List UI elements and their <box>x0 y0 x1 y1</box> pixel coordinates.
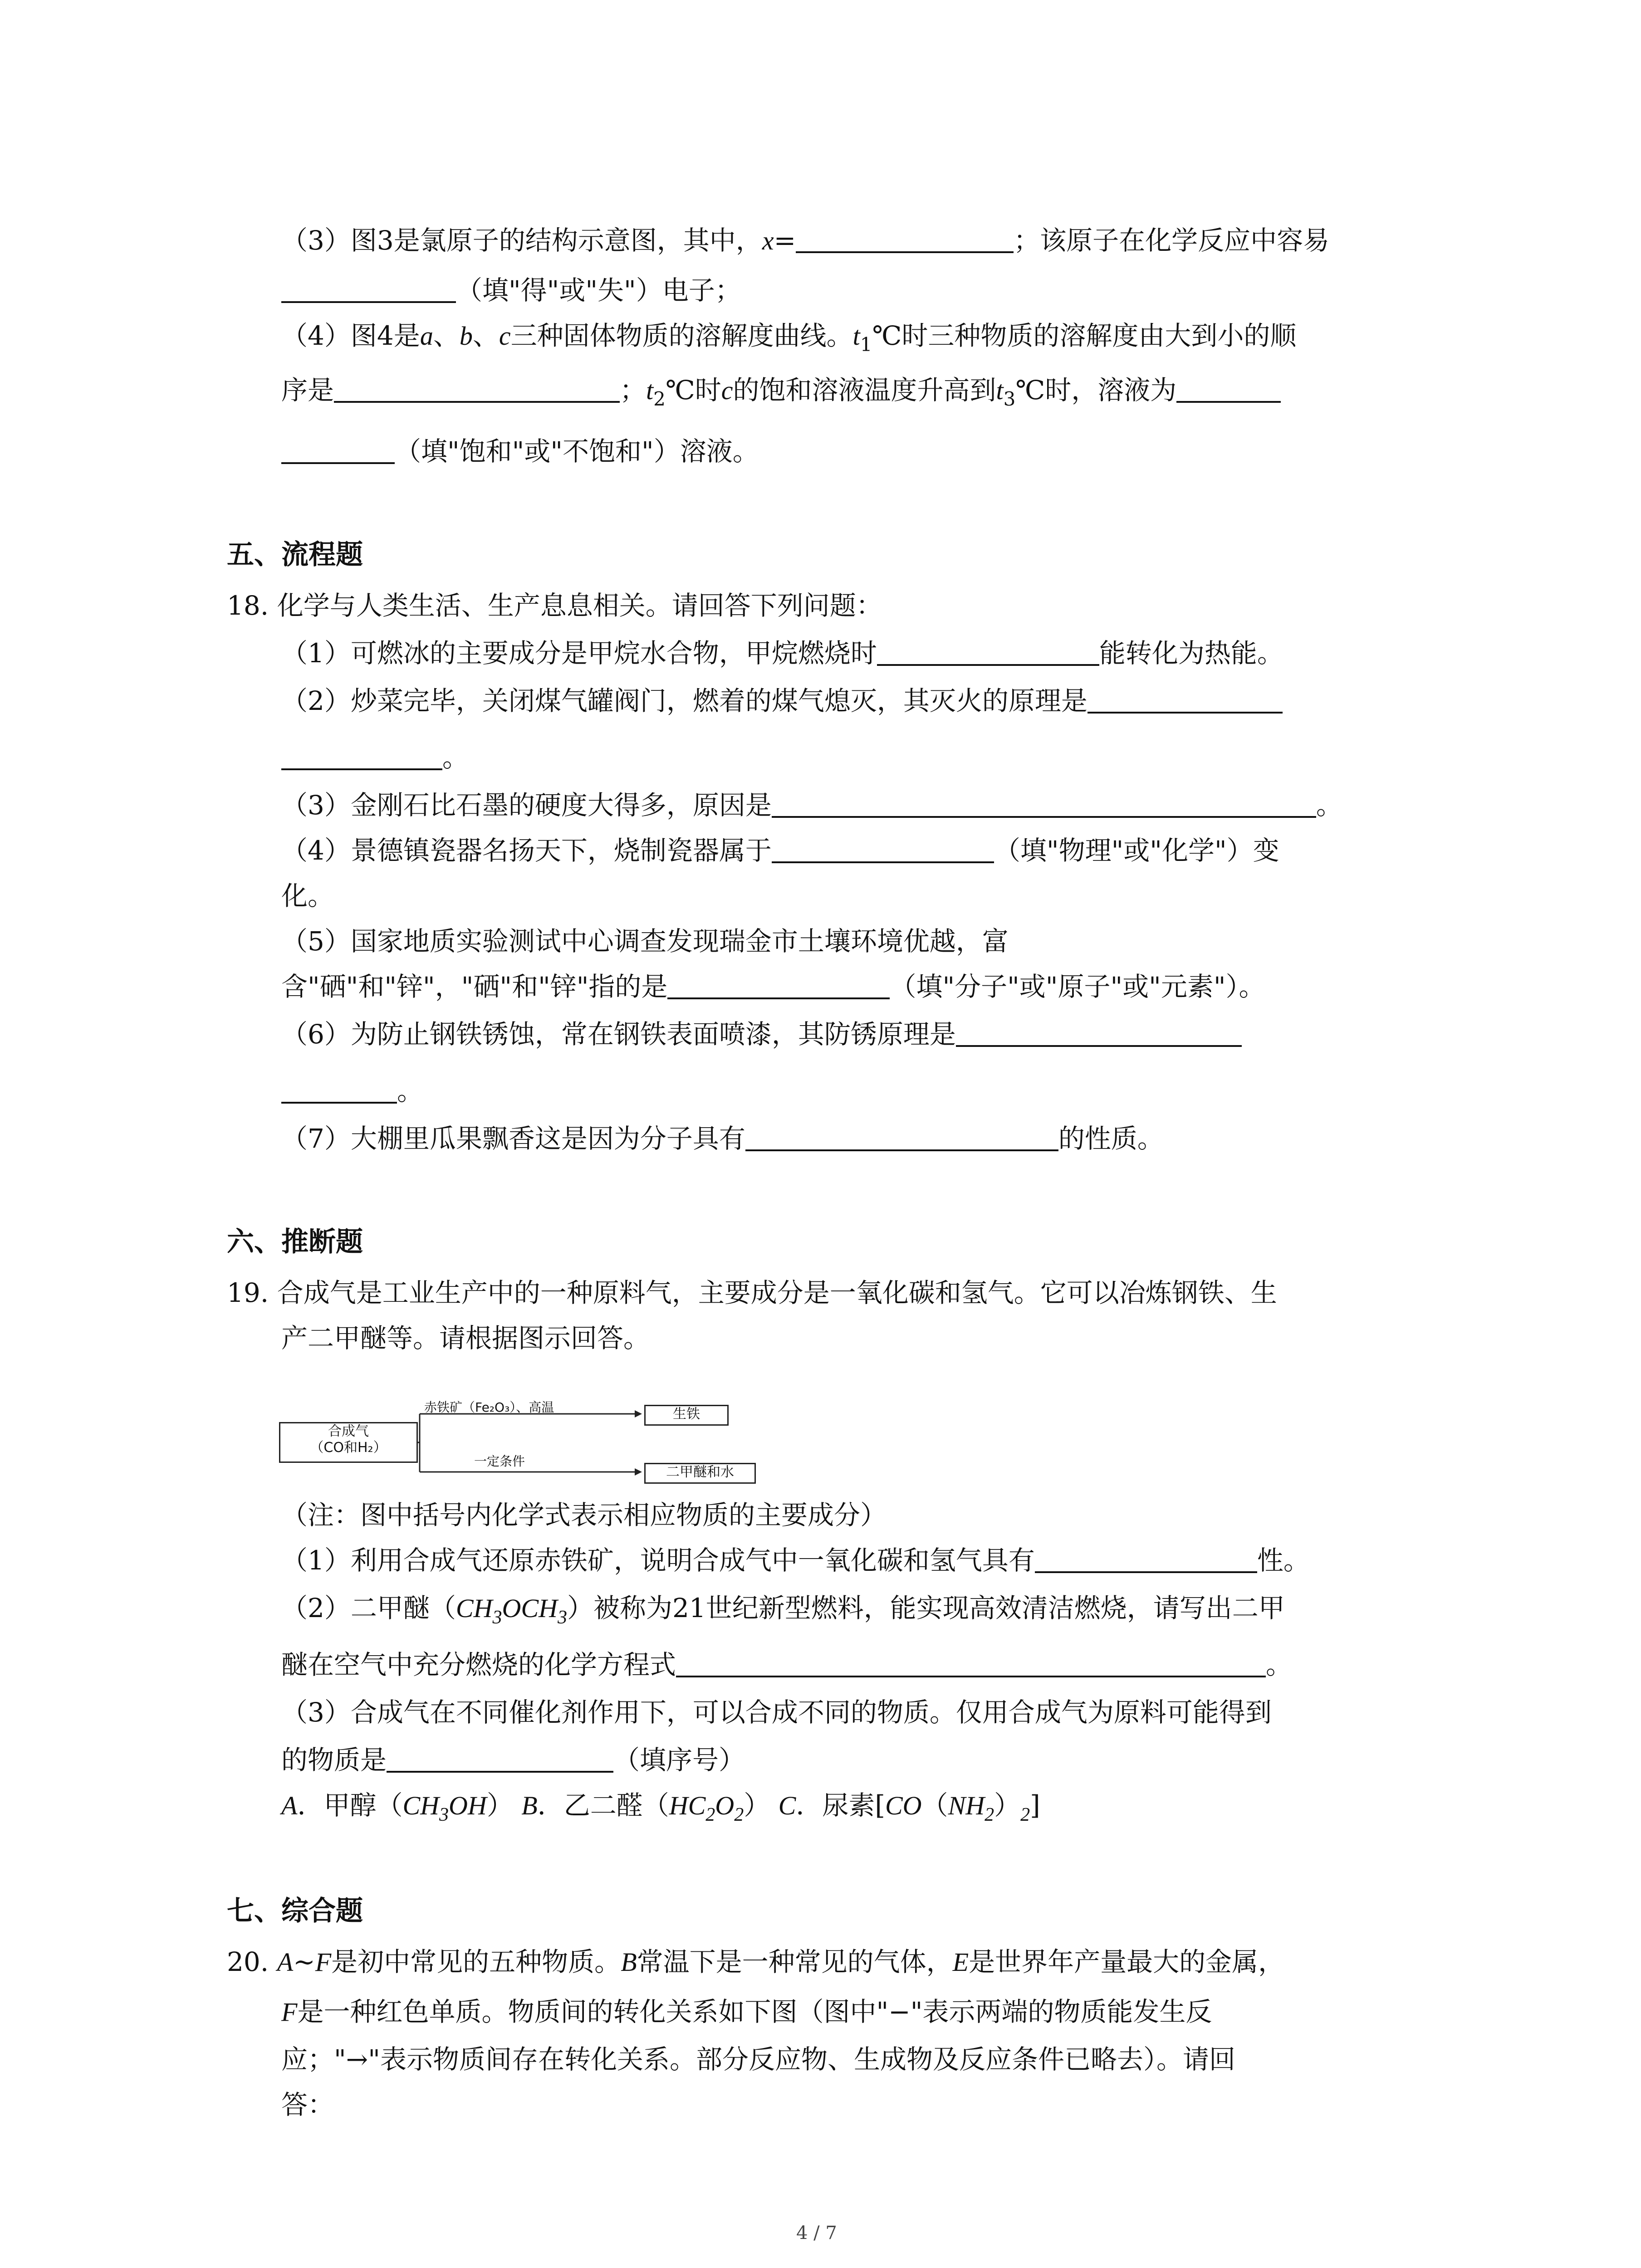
option-b-text: ．乙二醛（ <box>537 1790 669 1821</box>
answer-blank-molecule-property[interactable] <box>745 1122 1058 1151</box>
product-box-dme-water <box>644 1463 756 1484</box>
variable: A <box>277 1947 294 1977</box>
paren: ） <box>994 1790 1021 1821</box>
q18-part2-line1 <box>281 683 1283 719</box>
source-box-formula: （CO和H₂） <box>310 1440 387 1456</box>
part-text: 的物质是 <box>281 1745 387 1775</box>
q18-part4-line2 <box>281 878 334 914</box>
formula: O <box>715 1791 735 1820</box>
part-text: 。 <box>1266 1649 1293 1680</box>
subscript: 2 <box>985 1804 994 1825</box>
subscript: 3 <box>439 1804 449 1825</box>
equals-sign: = <box>774 225 796 256</box>
answer-blank-fire-principle-2[interactable] <box>281 741 442 770</box>
page-number: 4 / 7 <box>796 2223 837 2244</box>
option-c-label[interactable]: C <box>778 1791 796 1820</box>
variable-t: t <box>852 321 860 351</box>
q19-part1 <box>281 1542 1310 1579</box>
q17-part4-text: （4）图4是 <box>281 320 420 351</box>
section5-title: 五、流程题 <box>227 539 363 571</box>
formula: CH <box>402 1791 440 1820</box>
part-text: 性。 <box>1257 1545 1310 1576</box>
paren: ） <box>486 1790 513 1821</box>
source-box-syngas <box>279 1422 418 1463</box>
source-box-title: 合成气 <box>328 1423 369 1439</box>
q19-stem-line2 <box>281 1320 650 1356</box>
question-text: 产二甲醚等。请根据图示回答。 <box>281 1323 650 1354</box>
answer-blank-element[interactable] <box>667 970 890 999</box>
part-text: 含"硒"和"锌"，"硒"和"锌"指的是 <box>281 971 668 1002</box>
formula: CH <box>456 1593 493 1623</box>
formula: OCH <box>502 1593 558 1623</box>
q19-note <box>281 1497 887 1533</box>
answer-blank-equation[interactable] <box>676 1648 1266 1677</box>
part-text: 的性质。 <box>1058 1123 1164 1154</box>
question-text: 是世界年产量最大的金属， <box>969 1946 1285 1977</box>
q20-line2 <box>281 1994 1212 2030</box>
part-text: （2）炒菜完毕，关闭煤气罐阀门，燃着的煤气熄灭，其灭火的原理是 <box>281 685 1087 716</box>
q17-part3-text-3: （填"得"或"失"）电子； <box>456 275 741 306</box>
question-text: 应；"→"表示物质间存在转化关系。部分反应物、生成物及反应条件已略去）。请回 <box>281 2044 1235 2075</box>
q17-part4-line3 <box>281 433 759 469</box>
formula: OH <box>449 1791 487 1820</box>
q17-part4-line2 <box>281 372 1281 417</box>
q19-part2-line2 <box>281 1647 1292 1683</box>
part-text: （5）国家地质实验测试中心调查发现瑞金市土壤环境优越，富 <box>281 926 1009 957</box>
answer-blank-property[interactable] <box>1035 1544 1257 1573</box>
subscript-3: 3 <box>1003 388 1016 410</box>
part-text: （1）利用合成气还原赤铁矿，说明合成气中一氧化碳和氢气具有 <box>281 1545 1035 1576</box>
part-text: 化。 <box>281 880 334 911</box>
q17-part4-text-7: ℃时，溶液为 <box>1015 375 1177 406</box>
subscript: 2 <box>705 1804 715 1825</box>
q19-part3-line1 <box>281 1694 1272 1730</box>
variable-c: c <box>499 321 511 351</box>
answer-blank-hardness[interactable] <box>772 789 1316 818</box>
q18-part5-line2 <box>281 968 1265 1005</box>
arrow-bottom-label: 一定条件 <box>474 1454 525 1469</box>
option-b-label[interactable]: B <box>521 1791 538 1820</box>
section7-title: 七、综合题 <box>227 1895 363 1927</box>
answer-blank-energy[interactable] <box>877 637 1099 666</box>
part-text: 。 <box>442 742 469 773</box>
q18-stem <box>227 587 882 624</box>
subscript-2: 2 <box>653 388 666 410</box>
part-text: （3）金刚石比石墨的硬度大得多，原因是 <box>281 790 772 821</box>
q18-part5-line1 <box>281 923 1009 959</box>
part-text: （4）景德镇瓷器名扬天下，烧制瓷器属于 <box>281 835 772 866</box>
question-text: 答： <box>281 2089 334 2120</box>
product-bottom-label: 二甲醚和水 <box>666 1464 734 1480</box>
part-text: 。 <box>1316 790 1342 821</box>
variable-c: c <box>721 376 733 405</box>
semicolon: ； <box>620 375 647 406</box>
answer-blank-change-type[interactable] <box>772 834 994 863</box>
subscript: 3 <box>557 1607 567 1628</box>
q20-line3 <box>281 2041 1235 2077</box>
q17-part3-line1 <box>281 222 1329 259</box>
paren: （ <box>921 1790 948 1821</box>
question-text: 是初中常见的五种物质。 <box>331 1946 621 1977</box>
part-text: 。 <box>397 1075 424 1106</box>
option-a-text: ．甲醇（ <box>297 1790 403 1821</box>
option-c-text: ．尿素[ <box>796 1790 885 1821</box>
question-number: 20. <box>227 1946 269 1977</box>
answer-blank-rust-1[interactable] <box>956 1018 1242 1047</box>
separator: 、 <box>433 320 460 351</box>
separator: 、 <box>472 320 499 351</box>
variable-b: b <box>459 321 473 351</box>
variable-t: t <box>996 376 1004 405</box>
part-text: （1）可燃冰的主要成分是甲烷水合物，甲烷燃烧时 <box>281 638 877 669</box>
variable: F <box>281 1997 298 2027</box>
q19-part3-line2 <box>281 1742 745 1778</box>
q17-part3-line2 <box>281 272 741 308</box>
answer-blank-order[interactable] <box>334 374 620 403</box>
product-box-pig-iron <box>644 1405 729 1426</box>
part-text: （6）为防止钢铁锈蚀，常在钢铁表面喷漆，其防锈原理是 <box>281 1019 956 1050</box>
part-text: 能转化为热能。 <box>1099 638 1283 669</box>
formula: NH <box>948 1791 985 1820</box>
q17-part4-text-2: 三种固体物质的溶解度曲线。 <box>510 320 853 351</box>
answer-blank-saturated-2[interactable] <box>281 435 395 464</box>
subscript-1: 1 <box>860 333 872 356</box>
q18-part1 <box>281 635 1283 671</box>
part-text: 醚在空气中充分燃烧的化学方程式 <box>281 1649 676 1680</box>
variable-a: a <box>420 321 433 351</box>
q17-part4-text-3: ℃时三种物质的溶解度由大到小的顺 <box>872 320 1297 351</box>
question-text: 化学与人类生活、生产息息相关。请回答下列问题： <box>277 590 882 621</box>
question-text: 常温下是一种常见的气体， <box>637 1946 953 1977</box>
q19-stem-line1 <box>227 1275 1277 1311</box>
question-number: 19. <box>227 1277 269 1308</box>
q17-part4-text-8: （填"饱和"或"不饱和"）溶液。 <box>395 436 759 467</box>
question-text: 是一种红色单质。物质间的转化关系如下图（图中"−"表示两端的物质能发生反 <box>297 1996 1212 2027</box>
answer-blank-saturated-1[interactable] <box>1176 374 1281 403</box>
part-text: （3）合成气在不同催化剂作用下，可以合成不同的物质。仅用合成气为原料可能得到 <box>281 1697 1272 1728</box>
option-a-label[interactable]: A <box>281 1791 298 1820</box>
part-text: （填"分子"或"原子"或"元素"）。 <box>890 971 1265 1002</box>
question-text: 合成气是工业生产中的一种原料气，主要成分是一氧化碳和氢气。它可以冶炼钢铁、生 <box>277 1277 1277 1308</box>
answer-blank-rust-2[interactable] <box>281 1075 397 1104</box>
part-text: （填序号） <box>613 1745 745 1775</box>
subscript: 3 <box>492 1607 502 1628</box>
q18-part4-line1 <box>281 832 1279 869</box>
q19-part2-line1 <box>281 1590 1285 1636</box>
q18-part2-line2 <box>281 739 469 776</box>
q17-part4-text-5: ℃时 <box>665 375 721 406</box>
variable: E <box>952 1947 969 1977</box>
part-text: （2）二甲醚（ <box>281 1593 456 1623</box>
q17-part3-text-2: ；该原子在化学反应中容易 <box>1014 225 1330 256</box>
q17-part4-line1 <box>281 318 1296 363</box>
answer-blank-gain-lose[interactable] <box>281 274 456 303</box>
q18-part6-line2 <box>281 1073 423 1109</box>
formula: HC <box>669 1791 706 1820</box>
answer-blank-option[interactable] <box>387 1744 613 1773</box>
part-text: （7）大棚里瓜果飘香这是因为分子具有 <box>281 1123 745 1154</box>
q17-part4-text-4: 序是 <box>281 375 334 406</box>
variable-x: x <box>762 226 774 255</box>
bracket: ] <box>1030 1790 1040 1821</box>
question-number: 18. <box>227 590 269 621</box>
q18-part7 <box>281 1120 1164 1157</box>
q20-line1 <box>227 1944 1284 1980</box>
subscript: 2 <box>734 1804 744 1825</box>
section6-title: 六、推断题 <box>227 1226 363 1258</box>
q17-part3-text: （3）图3是氯原子的结构示意图，其中， <box>281 225 762 256</box>
answer-blank-fire-principle-1[interactable] <box>1087 684 1283 714</box>
q18-part6-line1 <box>281 1016 1242 1052</box>
q17-part4-text-6: 的饱和溶液温度升高到 <box>733 375 996 406</box>
variable: F <box>315 1947 332 1977</box>
variable-t: t <box>646 376 654 405</box>
product-top-label: 生铁 <box>673 1406 700 1422</box>
answer-blank-x[interactable] <box>796 224 1014 253</box>
tilde: ~ <box>293 1946 315 1977</box>
part-text: （填"物理"或"化学"）变 <box>994 835 1279 866</box>
part-text: ）被称为21世纪新型燃料，能实现高效清洁燃烧，请写出二甲 <box>567 1593 1285 1623</box>
arrow-top-label: 赤铁矿（Fe₂O₃）、高温 <box>424 1400 554 1415</box>
variable: B <box>621 1947 637 1977</box>
note-text: （注：图中括号内化学式表示相应物质的主要成分） <box>281 1500 887 1530</box>
q20-line4 <box>281 2087 334 2123</box>
q19-options <box>281 1787 1040 1833</box>
subscript: 2 <box>1020 1804 1030 1825</box>
q18-part3 <box>281 787 1342 823</box>
formula: CO <box>885 1791 922 1820</box>
paren: ） <box>744 1790 770 1821</box>
syngas-flow-diagram <box>279 1399 778 1486</box>
